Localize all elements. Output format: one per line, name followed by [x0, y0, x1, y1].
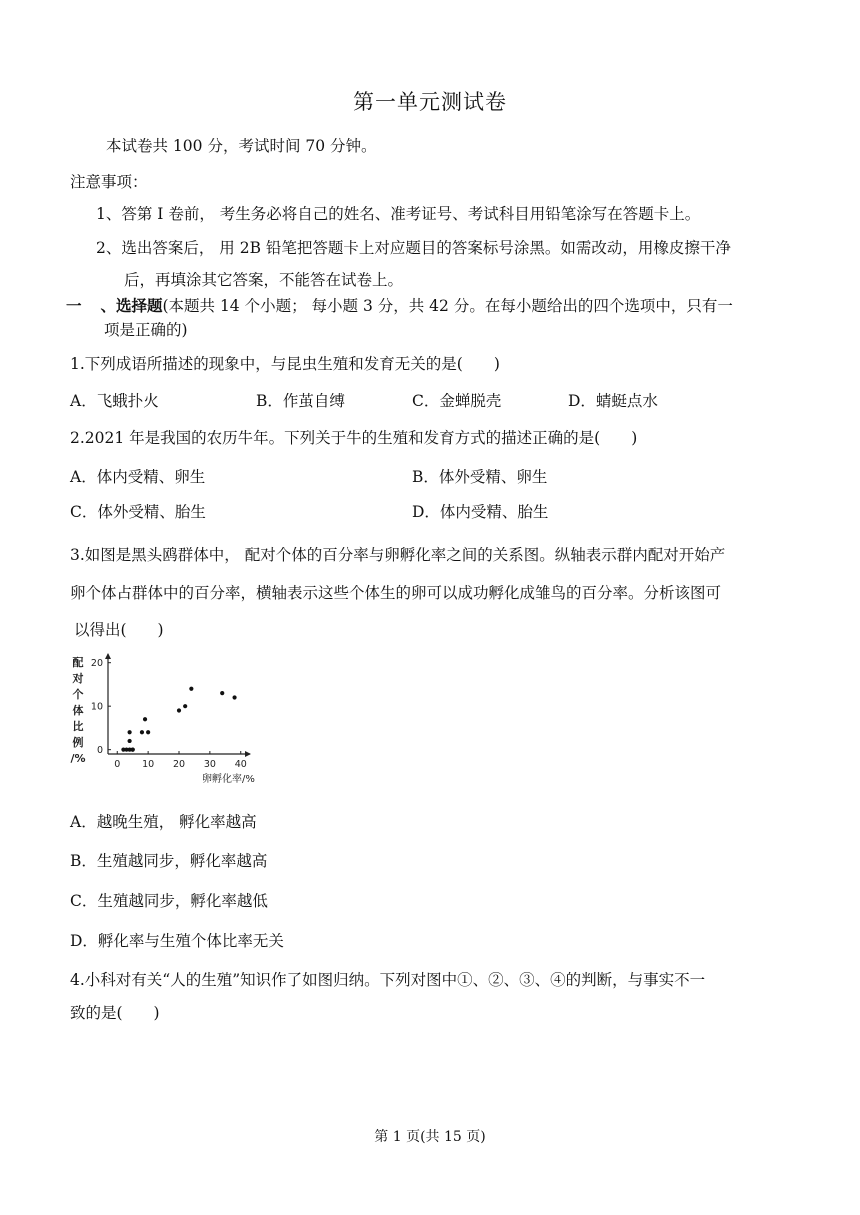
y-tick-label: 10: [90, 701, 103, 713]
y-axis-label-char: /%: [70, 752, 86, 765]
data-point: [220, 691, 224, 695]
x-tick-label: 30: [203, 759, 216, 770]
x-tick-label: 40: [234, 759, 247, 770]
q2-option-d: D．体内受精、胎生: [412, 503, 549, 521]
x-axis-label: 卵孵化率/%: [201, 774, 255, 785]
data-point: [232, 695, 236, 699]
x-tick-label: 20: [172, 759, 186, 770]
section-name: 、选择题: [100, 296, 163, 315]
chart-points: [121, 687, 236, 752]
y-axis-label-char: 对: [72, 672, 84, 685]
y-axis-label: [70, 655, 85, 765]
x-tick-label: 0: [114, 759, 121, 770]
question-3-stem-1: 3.如图是黑头鸥群体中， 配对个体的百分率与卵孵化率之间的关系图。纵轴表示群内配对开始产: [70, 546, 726, 564]
q2-option-a: A．体内受精、卵生: [70, 468, 206, 486]
question-2-stem: 2.2021 年是我国的农历牛年。下列关于牛的生殖和发育方式的描述正确的是( ): [70, 429, 638, 447]
y-axis-arrow: [105, 653, 111, 659]
data-point: [189, 687, 193, 691]
notice-heading: 注意事项：: [70, 173, 148, 191]
y-tick-label: 20: [90, 658, 103, 670]
data-point: [128, 730, 132, 734]
notice-1: 1、答第 I 卷前， 考生务必将自己的姓名、准考证号、考试科目用铅笔涂写在答题卡上。: [96, 205, 701, 223]
q1-option-d: D．蜻蜓点水: [568, 392, 658, 410]
exam-intro: 本试卷共 100 分，考试时间 70 分钟。: [106, 137, 377, 155]
scatter-chart: [66, 648, 286, 796]
y-axis-label-char: 例: [72, 736, 84, 749]
q1-option-a: A．飞蛾扑火: [70, 392, 159, 410]
question-3-stem-3: 以得出( ): [74, 621, 164, 639]
section-desc: (本题共 14 个小题； 每小题 3 分，共 42 分。在每小题给出的四个选项中，只有一: [162, 297, 733, 315]
page-title: 第一单元测试卷: [353, 90, 507, 114]
question-4-stem-2: 致的是( ): [70, 1004, 160, 1022]
y-axis-label-char: 体: [72, 704, 84, 717]
y-axis-label-char: 配: [72, 656, 84, 669]
q3-option-c: C．生殖越同步，孵化率越低: [70, 892, 268, 910]
data-point: [183, 704, 187, 708]
q3-option-d: D．孵化率与生殖个体比率无关: [70, 932, 284, 950]
data-point: [146, 730, 150, 734]
y-axis-label-char: 比: [72, 720, 84, 733]
q3-option-b: B．生殖越同步，孵化率越高: [70, 852, 268, 870]
notice-2: 2、选出答案后， 用 2B 铅笔把答题卡上对应题目的答案标号涂黑。如需改动，用橡皮擦干净: [96, 239, 731, 257]
page-footer: 第 1 页(共 15 页): [374, 1129, 486, 1145]
data-point: [128, 739, 132, 743]
data-point: [177, 708, 181, 712]
section-heading: [66, 294, 733, 316]
q2-option-c: C．体外受精、胎生: [70, 503, 206, 521]
notice-2-cont: 后，再填涂其它答案，不能答在试卷上。: [124, 271, 404, 289]
x-tick-label: 10: [142, 759, 155, 770]
question-3-stem-2: 卵个体占群体中的百分率，横轴表示这些个体生的卵可以成功孵化成雏鸟的百分率。分析该图可: [70, 584, 722, 602]
x-axis-arrow: [245, 751, 251, 757]
q2-option-b: B．体外受精、卵生: [412, 468, 548, 486]
y-axis-label-char: 个: [72, 688, 84, 701]
data-point: [143, 717, 147, 721]
q3-option-a: A．越晚生殖， 孵化率越高: [70, 813, 257, 831]
y-tick-label: 0: [96, 745, 103, 757]
question-4-stem-1: 4.小科对有关“人的生殖”知识作了如图归纳。下列对图中①、②、③、④的判断，与事实不一: [70, 971, 706, 989]
data-point: [140, 730, 144, 734]
data-point: [131, 748, 135, 752]
q1-option-c: C．金蝉脱壳: [412, 392, 502, 410]
section-desc-cont: 项是正确的): [104, 321, 188, 339]
question-1-stem: 1.下列成语所描述的现象中，与昆虫生殖和发育无关的是( ): [70, 355, 500, 373]
section-number: 一: [66, 296, 82, 315]
chart-axes: [91, 653, 255, 785]
q1-option-b: B．作茧自缚: [256, 392, 345, 410]
